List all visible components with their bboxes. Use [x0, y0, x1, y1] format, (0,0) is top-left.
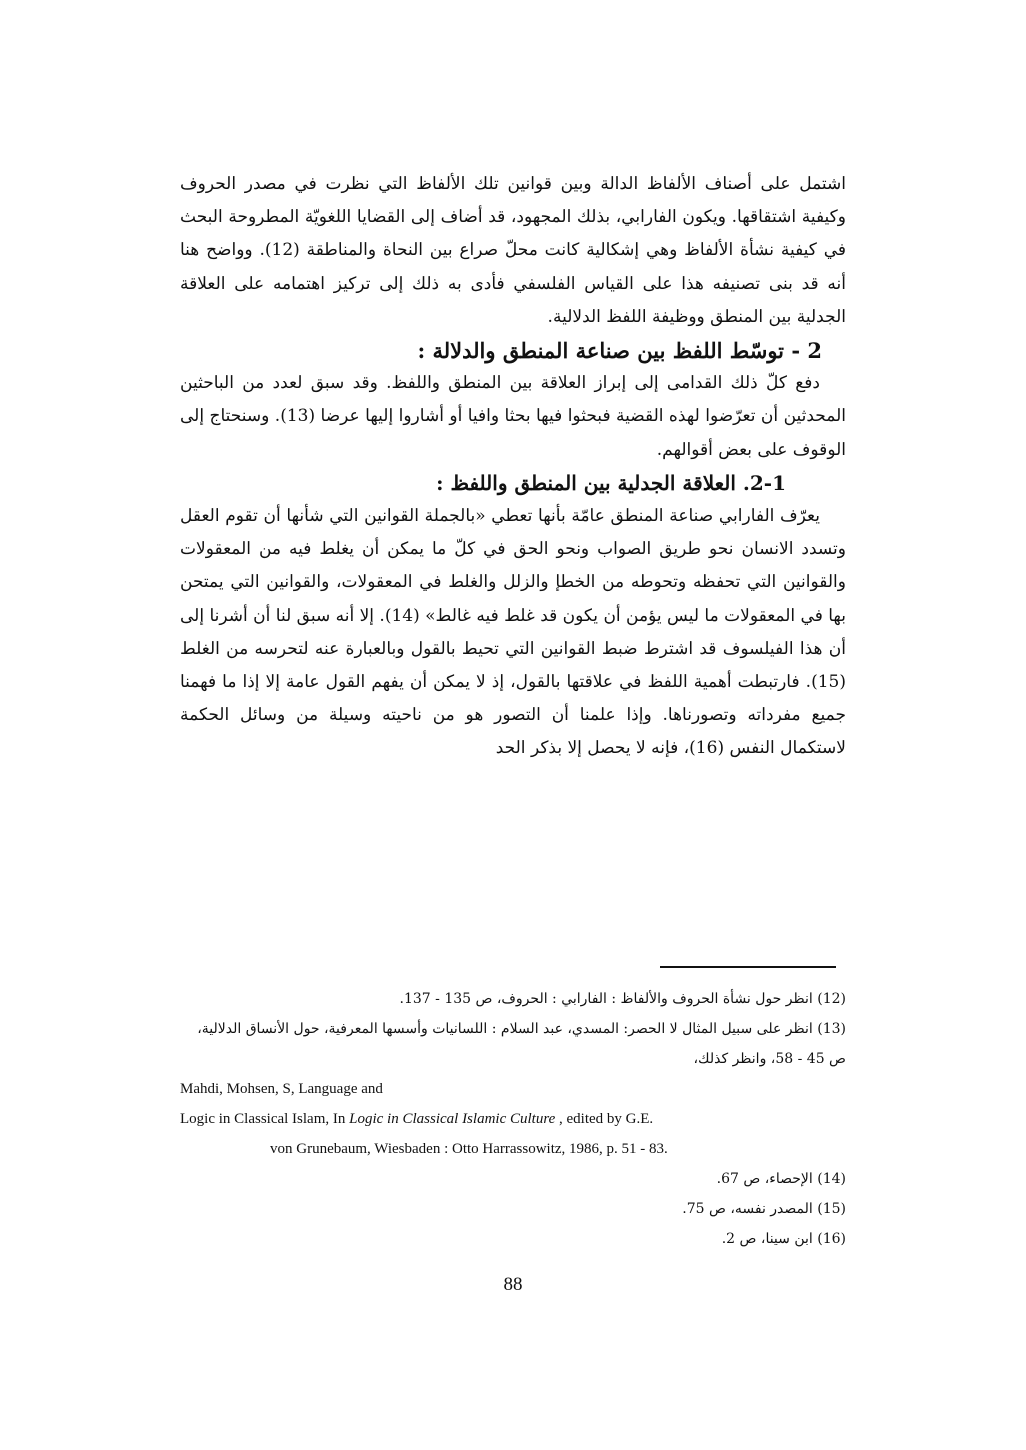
- page-number: 88: [503, 1274, 523, 1295]
- paragraph-2: دفع كلّ ذلك القدامى إلى إبراز العلاقة بين المنطق واللفظ. وقد سبق لعدد من الباحثين المحدثين أن تعرّضوا لهذه القضية فبحثوا فيها بحثا وافيا أو أشاروا إليها عرضا (13). وسنحتاج إلى الوقوف على بعض أقوالهم.: [180, 373, 846, 460]
- footnote-15: (15) المصدر نفسه، ص 75.: [682, 1201, 846, 1217]
- footnote-14: (14) الإحصاء، ص 67.: [716, 1171, 846, 1187]
- paragraph-1: اشتمل على أصناف الألفاظ الدالة وبين قوانين تلك الألفاظ التي نظرت في مصدر الحروف وكيفية اشتقاقها. ويكون الفارابي، بذلك المجهود، قد أضاف إلى القضايا اللغويّة المطروحة البحث في كيفية نشأة الألفاظ وهي إشكالية كانت محلّ صراع بين النحاة والمناطقة (12). وواضح هنا أنه قد بنى تصنيفه هذا على القياس الفلسفي فأدى به ذلك إلى تركيز اهتمامه على العلاقة الجدلية بين المنطق ووظيفة اللفظ الدلالية.: [180, 174, 847, 327]
- subsection-heading-2-1: 2-1. العلاقة الجدلية بين المنطق واللفظ :: [436, 470, 786, 495]
- footnote-13-text: Logic in Classical Islam, In: [180, 1111, 350, 1127]
- footnote-13-book-title: Logic in Classical Islamic Culture: [349, 1111, 556, 1127]
- footnote-separator: [660, 966, 836, 968]
- footnotes: [180, 984, 846, 1254]
- footnote-13-latin-line-1: Mahdi, Mohsen, S, Language and: [180, 1081, 383, 1097]
- footnote-13-latin-line-3: von Grunebaum, Wiesbaden : Otto Harrassowitz, 1986, p. 51 - 83.: [270, 1141, 668, 1157]
- footnote-13-editor: , edited by G.E.: [555, 1111, 654, 1127]
- footnote-16: (16) ابن سينا، ص 2.: [721, 1231, 846, 1247]
- footnote-13-arabic: (13) انظر على سبيل المثال لا الحصر: المسدي، عبد السلام : اللسانيات وأسسها المعرفية، حول الأنساق الدلالية، ص 45 - 58، وانظر كذلك،: [197, 1021, 846, 1067]
- section-heading-2: 2 - توسّط اللفظ بين صناعة المنطق والدلالة :: [417, 338, 822, 364]
- footnote-12: (12) انظر حول نشأة الحروف والألفاظ : الفارابي : الحروف، ص 135 - 137.: [399, 991, 846, 1007]
- body-text: [180, 168, 846, 766]
- paragraph-3: يعرّف الفارابي صناعة المنطق عامّة بأنها تعطي «بالجملة القوانين التي شأنها أن تقوم العقل وتسدد الانسان نحو طريق الصواب ونحو الحق في كلّ ما يمكن أن يغلط فيه من المعقولات والقوانين التي تحفظه وتحوطه من الخطإ والزلل والغلط في المعقولات، والقوانين التي يمتحن بها في المعقولات ما ليس يؤمن أن يكون قد غلط فيه غالط» (14). إلا أنه سبق لنا أن أشرنا إلى أن هذا الفيلسوف قد اشترط ضبط القوانين التي تحيط بالقول وبالعبارة عنه لتحرسه من الغلط (15). فارتبطت أهمية اللفظ في علاقتها بالقول، إذ لا يمكن أن يفهم القول عامة إلا إذا ما فهمنا جميع مفرداته وتصورناها. وإذا علمنا أن التصور هو من ناحيته وسيلة من وسائل الحكمة لاستكمال النفس (16)، فإنه لا يحصل إلا بذكر الحد: [180, 506, 846, 759]
- footnote-13-latin-line-2: [180, 1104, 846, 1134]
